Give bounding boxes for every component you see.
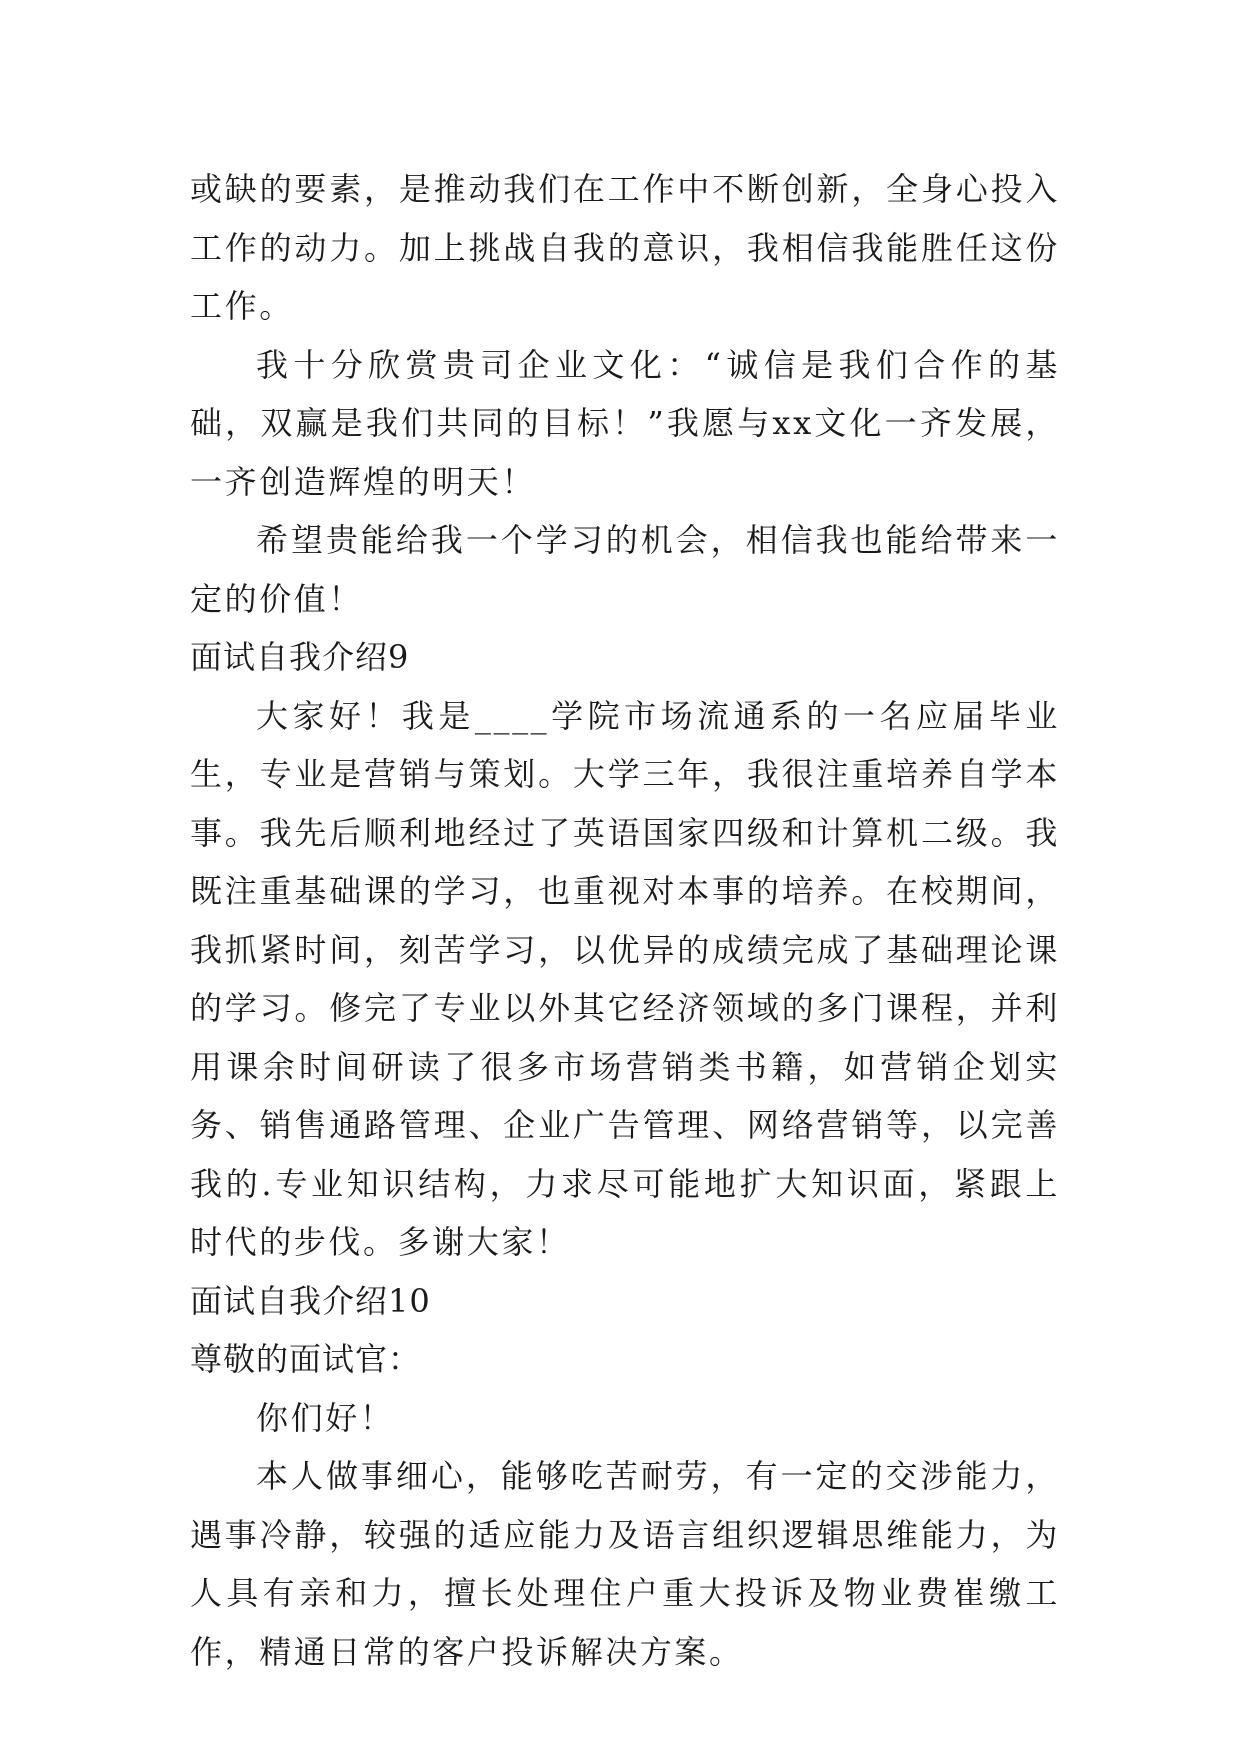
paragraph-intro-10: 本人做事细心，能够吃苦耐劳，有一定的交涉能力，遇事冷静，较强的适应能力及语言组织逻辑思维能力，为人具有亲和力，擅长处理住户重大投诉及物业费崔缴工作，精通日常的客户投诉解决方案。 [190, 1457, 1060, 1671]
greeting: 你们好！ [256, 1398, 395, 1437]
section-heading-9: 面试自我介绍9 [190, 638, 410, 676]
salutation: 尊敬的面试官： [190, 1340, 422, 1378]
document-page [190, 160, 1060, 1681]
paragraph-learning-opportunity: 希望贵能给我一个学习的机会，相信我也能给带来一定的价值！ [190, 521, 1060, 618]
paragraph-continuation: 或缺的要素，是推动我们在工作中不断创新，全身心投入工作的动力。加上挑战自我的意识，我相信我能胜任这份工作。 [190, 170, 1060, 325]
paragraph-intro-9: 大家好！我是____学院市场流通系的一名应届毕业生，专业是营销与策划。大学三年，我很注重培养自学本事。我先后顺利地经过了英语国家四级和计算机二级。我既注重基础课的学习，也重视对本事的培养。在校期间，我抓紧时间，刻苦学习，以优异的成绩完成了基础理论课的学习。修完了专业以外其它经济领域的多门课程，并利用课余时间研读了很多市场营销类书籍，如营销企划实务、销售通路管理、企业广告管理、网络营销等，以完善我的.专业知识结构，力求尽可能地扩大知识面，紧跟上时代的步伐。多谢大家！ [190, 696, 1060, 1261]
paragraph-company-culture: 我十分欣赏贵司企业文化：“诚信是我们合作的基础，双赢是我们共同的目标！”我愿与xx文化一齐发展，一齐创造辉煌的明天！ [190, 345, 1060, 501]
section-heading-10: 面试自我介绍10 [190, 1281, 431, 1320]
